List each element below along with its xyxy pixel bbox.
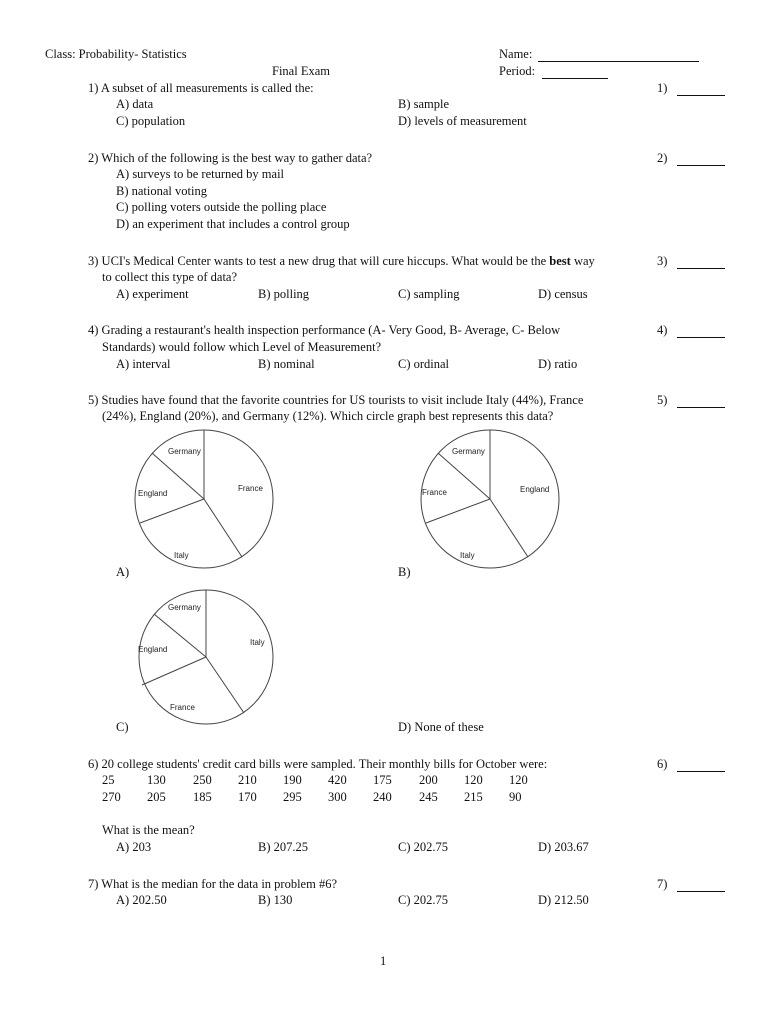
question-stem-cont: Standards) would follow which Level of Measurement? [102,340,382,354]
data-value: 120 [509,773,528,787]
name-field[interactable] [538,47,699,62]
option-a: A) 203 [116,840,152,854]
data-value: 175 [373,773,392,787]
option-c: C) ordinal [398,357,450,371]
answer-number: 3) [657,254,668,268]
question-stem: 3) UCI's Medical Center wants to test a new drug that will cure hiccups. What would be the best way [88,254,595,268]
option-a: A) 202.50 [116,893,167,907]
data-value: 190 [283,773,302,787]
answer-number: 6) [657,757,668,771]
option-d: D) None of these [398,720,484,734]
option-c: C) sampling [398,287,460,301]
option-a: A) experiment [116,287,189,301]
data-value: 245 [419,790,438,804]
data-value: 170 [238,790,257,804]
pie-b-germany-label: Germany [452,447,485,456]
option-c: C) polling voters outside the polling place [116,200,327,214]
pie-c-england-label: England [138,645,168,654]
option-a: A) data [116,97,154,111]
pie-a-italy-label: Italy [174,551,189,560]
option-d: D) census [538,287,588,301]
option-d: D) 212.50 [538,893,589,907]
option-c: C) 202.75 [398,840,448,854]
answer-number: 5) [657,393,668,407]
question-stem: 6) 20 college students' credit card bills were sampled. Their monthly bills for October were: [88,757,548,771]
data-value: 90 [509,790,522,804]
option-c: C) 202.75 [398,893,448,907]
question-stem: 1) A subset of all measurements is called the: [88,81,314,95]
pie-c-germany-label: Germany [168,603,201,612]
period-field[interactable] [542,64,608,79]
pie-c-italy-label: Italy [250,638,265,647]
pie-chart-c [130,585,280,735]
data-value: 200 [419,773,438,787]
option-d: D) ratio [538,357,578,371]
question-stem: 2) Which of the following is the best way to gather data? [88,151,373,165]
data-value: 130 [147,773,166,787]
option-c: C) [116,720,129,734]
data-value: 185 [193,790,212,804]
option-b: B) 207.25 [258,840,308,854]
answer-blank-3[interactable] [677,254,725,269]
answer-number: 1) [657,81,668,95]
option-d: D) 203.67 [538,840,589,854]
name-label: Name: [499,47,533,61]
data-value: 120 [464,773,483,787]
pie-a-france-label: France [238,484,263,493]
data-value: 250 [193,773,212,787]
pie-b-italy-label: Italy [460,551,475,560]
answer-number: 2) [657,151,668,165]
data-value: 240 [373,790,392,804]
answer-number: 7) [657,877,668,891]
answer-blank-5[interactable] [677,393,725,408]
answer-blank-6[interactable] [677,757,725,772]
question-stem: 7) What is the median for the data in problem #6? [88,877,337,891]
option-a: A) [116,565,130,579]
question-stem-cont: (24%), England (20%), and Germany (12%). Which circle graph best represents this data? [102,409,554,423]
option-b: B) sample [398,97,450,111]
question-stem-cont: to collect this type of data? [102,270,238,284]
option-b: B) nominal [258,357,315,371]
data-value: 25 [102,773,115,787]
data-value: 215 [464,790,483,804]
option-a: A) surveys to be returned by mail [116,167,285,181]
pie-b-england-label: England [520,485,550,494]
option-b: B) [398,565,411,579]
data-value: 295 [283,790,302,804]
question-stem: 5) Studies have found that the favorite countries for US tourists to visit include Italy (44%), France [88,393,584,407]
data-value: 205 [147,790,166,804]
exam-title: Final Exam [272,64,330,78]
pie-a-germany-label: Germany [168,447,201,456]
data-value: 300 [328,790,347,804]
answer-blank-4[interactable] [677,323,725,338]
period-label: Period: [499,64,536,78]
option-b: B) polling [258,287,310,301]
pie-a-england-label: England [138,489,168,498]
option-b: B) 130 [258,893,293,907]
pie-c-france-label: France [170,703,195,712]
option-b: B) national voting [116,184,207,198]
page-number: 1 [380,954,387,968]
answer-blank-2[interactable] [677,151,725,166]
data-value: 270 [102,790,121,804]
option-d: D) an experiment that includes a control group [116,217,350,231]
data-value: 210 [238,773,257,787]
answer-blank-1[interactable] [677,81,725,96]
data-value: 420 [328,773,347,787]
option-d: D) levels of measurement [398,114,527,128]
question-stem: 4) Grading a restaurant's health inspection performance (A- Very Good, B- Average, C- Below [88,323,561,337]
answer-number: 4) [657,323,668,337]
pie-chart-a [128,424,278,574]
pie-b-france-label: France [422,488,447,497]
answer-blank-7[interactable] [677,877,725,892]
option-c: C) population [116,114,186,128]
class-label: Class: Probability- Statistics [45,47,187,61]
option-a: A) interval [116,357,171,371]
sub-question: What is the mean? [102,823,195,837]
pie-chart-b [414,424,564,574]
